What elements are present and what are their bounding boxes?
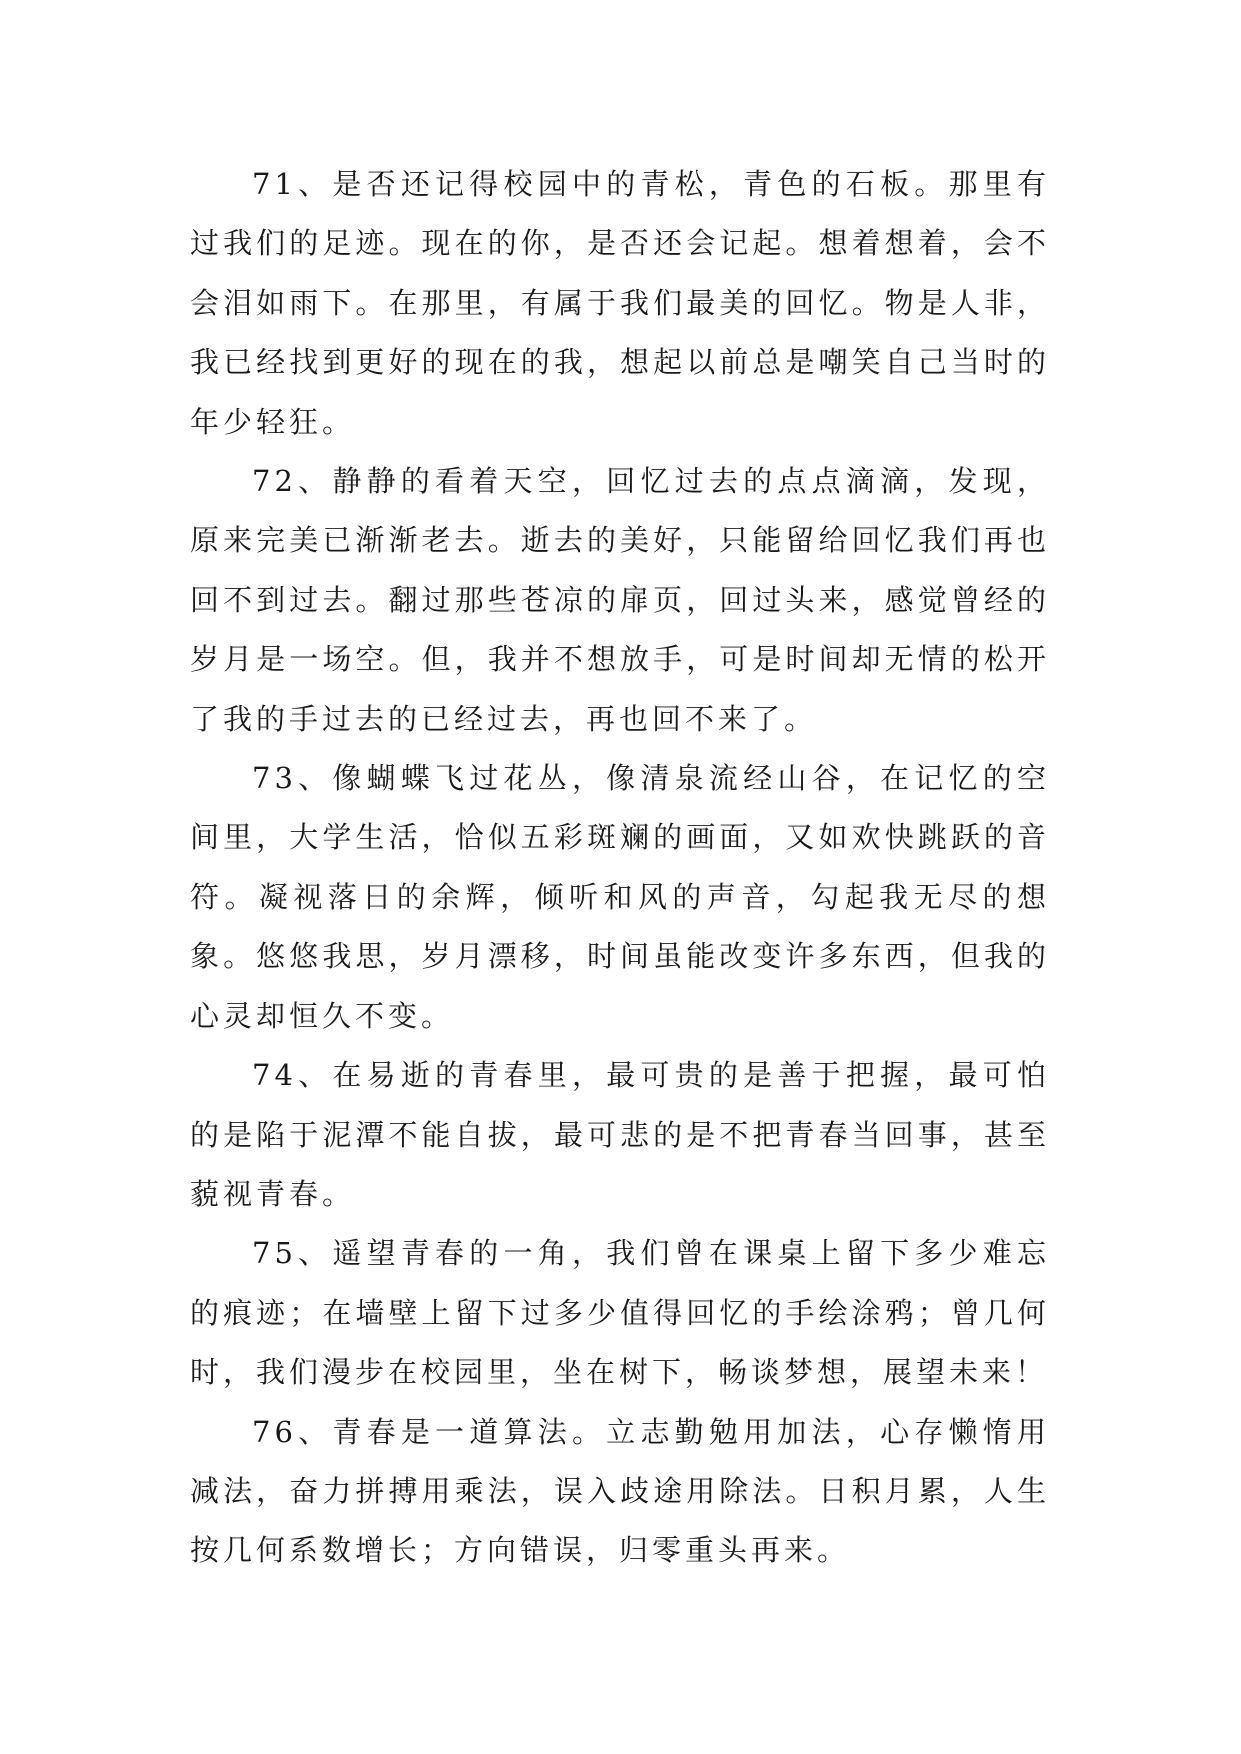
paragraph-73: 73、像蝴蝶飞过花丛，像清泉流经山谷，在记忆的空间里，大学生活，恰似五彩斑斓的画面，又如欢快跳跃的音符。凝视落日的余辉，倾听和风的声音，勾起我无尽的想象。悠悠我思，岁月漂移，时间虽能改变许多东西，但我的心灵却恒久不变。 [190,761,1050,1033]
paragraph-71: 71、是否还记得校园中的青松，青色的石板。那里有过我们的足迹。现在的你，是否还会记起。想着想着，会不会泪如雨下。在那里，有属于我们最美的回忆。物是人非，我已经找到更好的现在的我，想起以前总是嘲笑自己当时的年少轻狂。 [190,167,1050,439]
paragraph-72: 72、静静的看着天空，回忆过去的点点滴滴，发现，原来完美已渐渐老去。逝去的美好，只能留给回忆我们再也回不到过去。翻过那些苍凉的扉页，回过头来，感觉曾经的岁月是一场空。但，我并不想放手，可是时间却无情的松开了我的手过去的已经过去，再也回不来了。 [190,464,1050,736]
document-body [190,155,1050,1581]
paragraph-74: 74、在易逝的青春里，最可贵的是善于把握，最可怕的是陷于泥潭不能自拔，最可悲的是不把青春当回事，甚至藐视青春。 [190,1058,1050,1211]
paragraph-75: 75、遥望青春的一角，我们曾在课桌上留下多少难忘的痕迹；在墙壁上留下过多少值得回忆的手绘涂鸦；曾几何时，我们漫步在校园里，坐在树下，畅谈梦想，展望未来！ [190,1236,1050,1390]
paragraph-76: 76、青春是一道算法。立志勤勉用加法，心存懒惰用减法，奋力拼搏用乘法，误入歧途用除法。日积月累，人生按几何系数增长；方向错误，归零重头再来。 [190,1414,1050,1568]
